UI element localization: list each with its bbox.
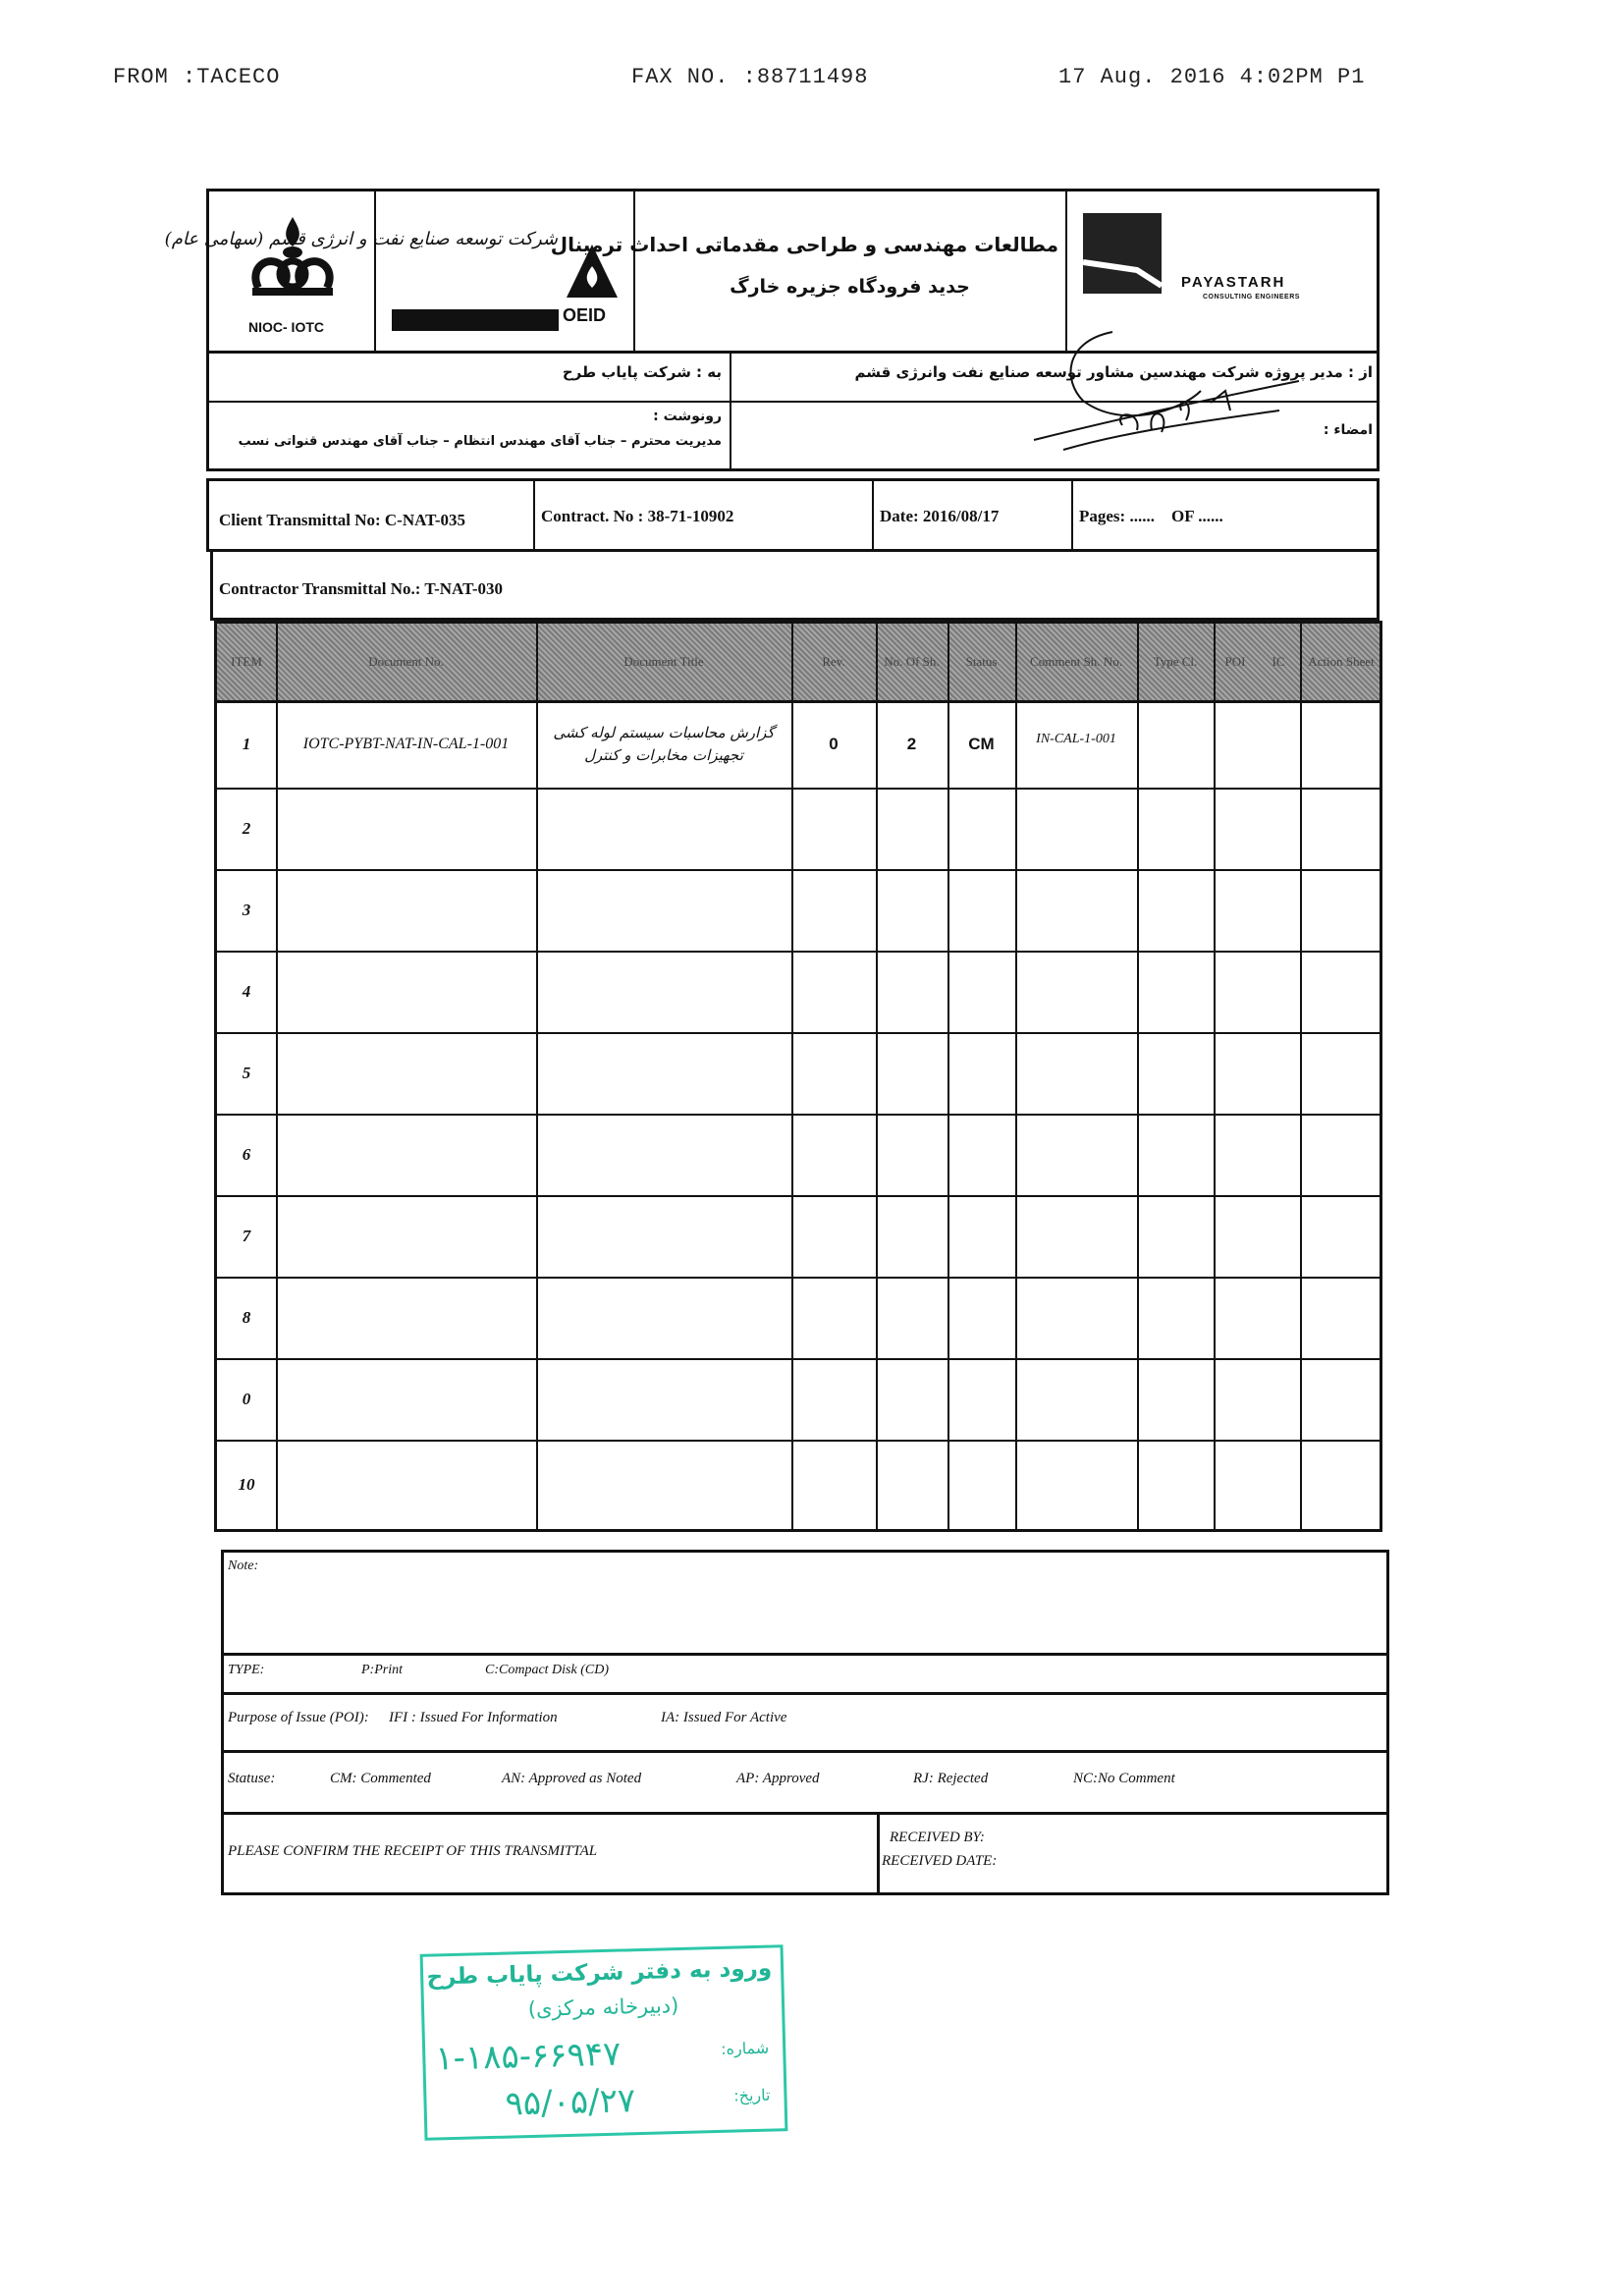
col-type: Type Cl.	[1153, 653, 1198, 669]
transmittal-row	[206, 478, 1380, 552]
fax-date-time: 17 Aug. 2016 4:02PM P1	[1058, 65, 1366, 89]
contractor-row	[210, 550, 1380, 621]
col-item: ITEM	[231, 653, 262, 669]
note-label: Note:	[228, 1558, 259, 1573]
status-ap: AP: Approved	[736, 1771, 820, 1786]
table-row-item: 8	[242, 1307, 251, 1327]
table-row-comment: IN-CAL-1-001	[1036, 732, 1116, 746]
col-status: Status	[965, 653, 998, 669]
col-comment: Comment Sh. No.	[1030, 653, 1122, 669]
table-row-rev: 0	[829, 734, 839, 753]
col-doc-no: Document No.	[368, 653, 444, 669]
cc-label: رونوشت :	[653, 409, 722, 424]
table-row-title: گزارش محاسبات سیستم لوله کشی تجهیزات مخابرات و کنترل	[553, 724, 775, 764]
from-line: از : مدیر پروژه شرکت مهندسین مشاور توسعه صنایع نفت وانرژی قشم	[854, 363, 1373, 381]
poi-ifi: IFI : Issued For Information	[389, 1710, 558, 1725]
address-block	[206, 352, 1380, 471]
type-print: P:Print	[361, 1663, 403, 1677]
type-cd: C:Compact Disk (CD)	[485, 1663, 609, 1677]
signature-label: امضاء :	[1323, 422, 1373, 438]
of-blank: ......	[1198, 507, 1223, 525]
payastarh-name: PAYASTARH	[1181, 274, 1286, 291]
status-an: AN: Approved as Noted	[502, 1771, 642, 1786]
col-poi: POI	[1224, 653, 1246, 669]
status-cm: CM: Commented	[330, 1771, 431, 1786]
status-nc: NC:No Comment	[1073, 1771, 1175, 1786]
table-row-item: 3	[242, 900, 251, 919]
type-label: TYPE:	[228, 1663, 265, 1677]
received-date: RECEIVED DATE:	[882, 1853, 998, 1869]
contractor-transmittal-value: T-NAT-030	[424, 579, 504, 598]
oeid-script: شرکت توسعه صنایع نفت و انرژی قشم (سهامی عام)	[164, 229, 558, 249]
cc-value: مدیریت محترم – جناب آقای مهندس انتظام – جناب آقای مهندس قنواتی نسب	[238, 434, 722, 449]
oeid-bar	[392, 309, 559, 331]
table-row-doc-no: IOTC-PYBT-NAT-IN-CAL-1-001	[302, 735, 510, 752]
nioc-logo	[239, 209, 347, 307]
payastarh-logo	[1083, 213, 1162, 294]
table-row-sheets: 2	[906, 734, 917, 753]
pages-blank: ......	[1129, 507, 1155, 525]
stamp-number-value: ۱-۱۸۵-۶۶۹۴۷	[434, 2034, 622, 2079]
payastarh-sub: CONSULTING ENGINEERS	[1203, 294, 1300, 301]
col-action: Action Sheet	[1308, 653, 1375, 669]
contract-label: Contract. No :	[541, 507, 644, 525]
received-by: RECEIVED BY:	[890, 1830, 985, 1845]
col-rev: Rev.	[822, 653, 845, 669]
project-title-line1: مطالعات مهندسی و طراحی مقدماتی احداث ترمینال	[550, 233, 1058, 256]
fax-number: FAX NO. :88711498	[631, 65, 869, 89]
document-table	[214, 621, 1382, 1532]
client-transmittal-label: Client Transmittal No:	[219, 511, 381, 529]
contractor-transmittal-label: Contractor Transmittal No.:	[219, 579, 421, 598]
legend-block	[221, 1550, 1389, 1895]
receipt-stamp	[420, 1944, 788, 2141]
client-transmittal-value: C-NAT-035	[384, 511, 466, 529]
table-row-item: 7	[242, 1226, 251, 1245]
handwritten-signature	[887, 322, 1299, 469]
col-sheets: No. Of Sh.	[884, 653, 940, 669]
stamp-date-value: ۹۵/۰۵/۲۷	[505, 2081, 636, 2124]
table-row-status: CM	[968, 734, 995, 753]
project-title-line2: جدید فرودگاه جزیره خارگ	[730, 276, 970, 298]
col-doc-title: Document Title	[623, 653, 704, 669]
stamp-number-label: شماره:	[720, 2038, 770, 2058]
stamp-date-label: تاریخ:	[732, 2085, 771, 2105]
nioc-label: NIOC- IOTC	[248, 319, 324, 335]
date-value: 2016/08/17	[922, 507, 1000, 525]
table-header	[217, 624, 1380, 700]
pages-label: Pages:	[1079, 507, 1126, 525]
of-label: OF	[1170, 507, 1194, 525]
table-row-item: 10	[238, 1474, 255, 1494]
to-line: به : شرکت پایاب طرح	[562, 363, 722, 381]
table-row-item: 4	[242, 981, 251, 1001]
col-ic: IC	[1272, 653, 1285, 669]
date-label: Date:	[880, 507, 919, 525]
status-rj: RJ: Rejected	[913, 1771, 989, 1786]
contract-value: 38-71-10902	[647, 507, 734, 525]
poi-label: Purpose of Issue (POI):	[228, 1710, 369, 1725]
oeid-label: OEID	[563, 305, 607, 325]
stamp-line1: ورود به دفتر شرکت پایاب طرح	[426, 1955, 773, 1991]
table-row-item: 0	[242, 1389, 251, 1408]
table-row-item: 5	[242, 1063, 251, 1082]
table-row-item: 1	[242, 734, 251, 753]
poi-ia: IA: Issued For Active	[661, 1710, 787, 1725]
stamp-line2: (دبیرخانه مرکزی)	[527, 1993, 679, 2022]
table-row-item: 6	[242, 1144, 251, 1164]
table-row-item: 2	[242, 818, 251, 838]
status-label: Statuse:	[228, 1771, 276, 1786]
confirm-receipt: PLEASE CONFIRM THE RECEIPT OF THIS TRANSMITTAL	[228, 1843, 598, 1859]
fax-from: FROM :TACECO	[113, 65, 281, 89]
